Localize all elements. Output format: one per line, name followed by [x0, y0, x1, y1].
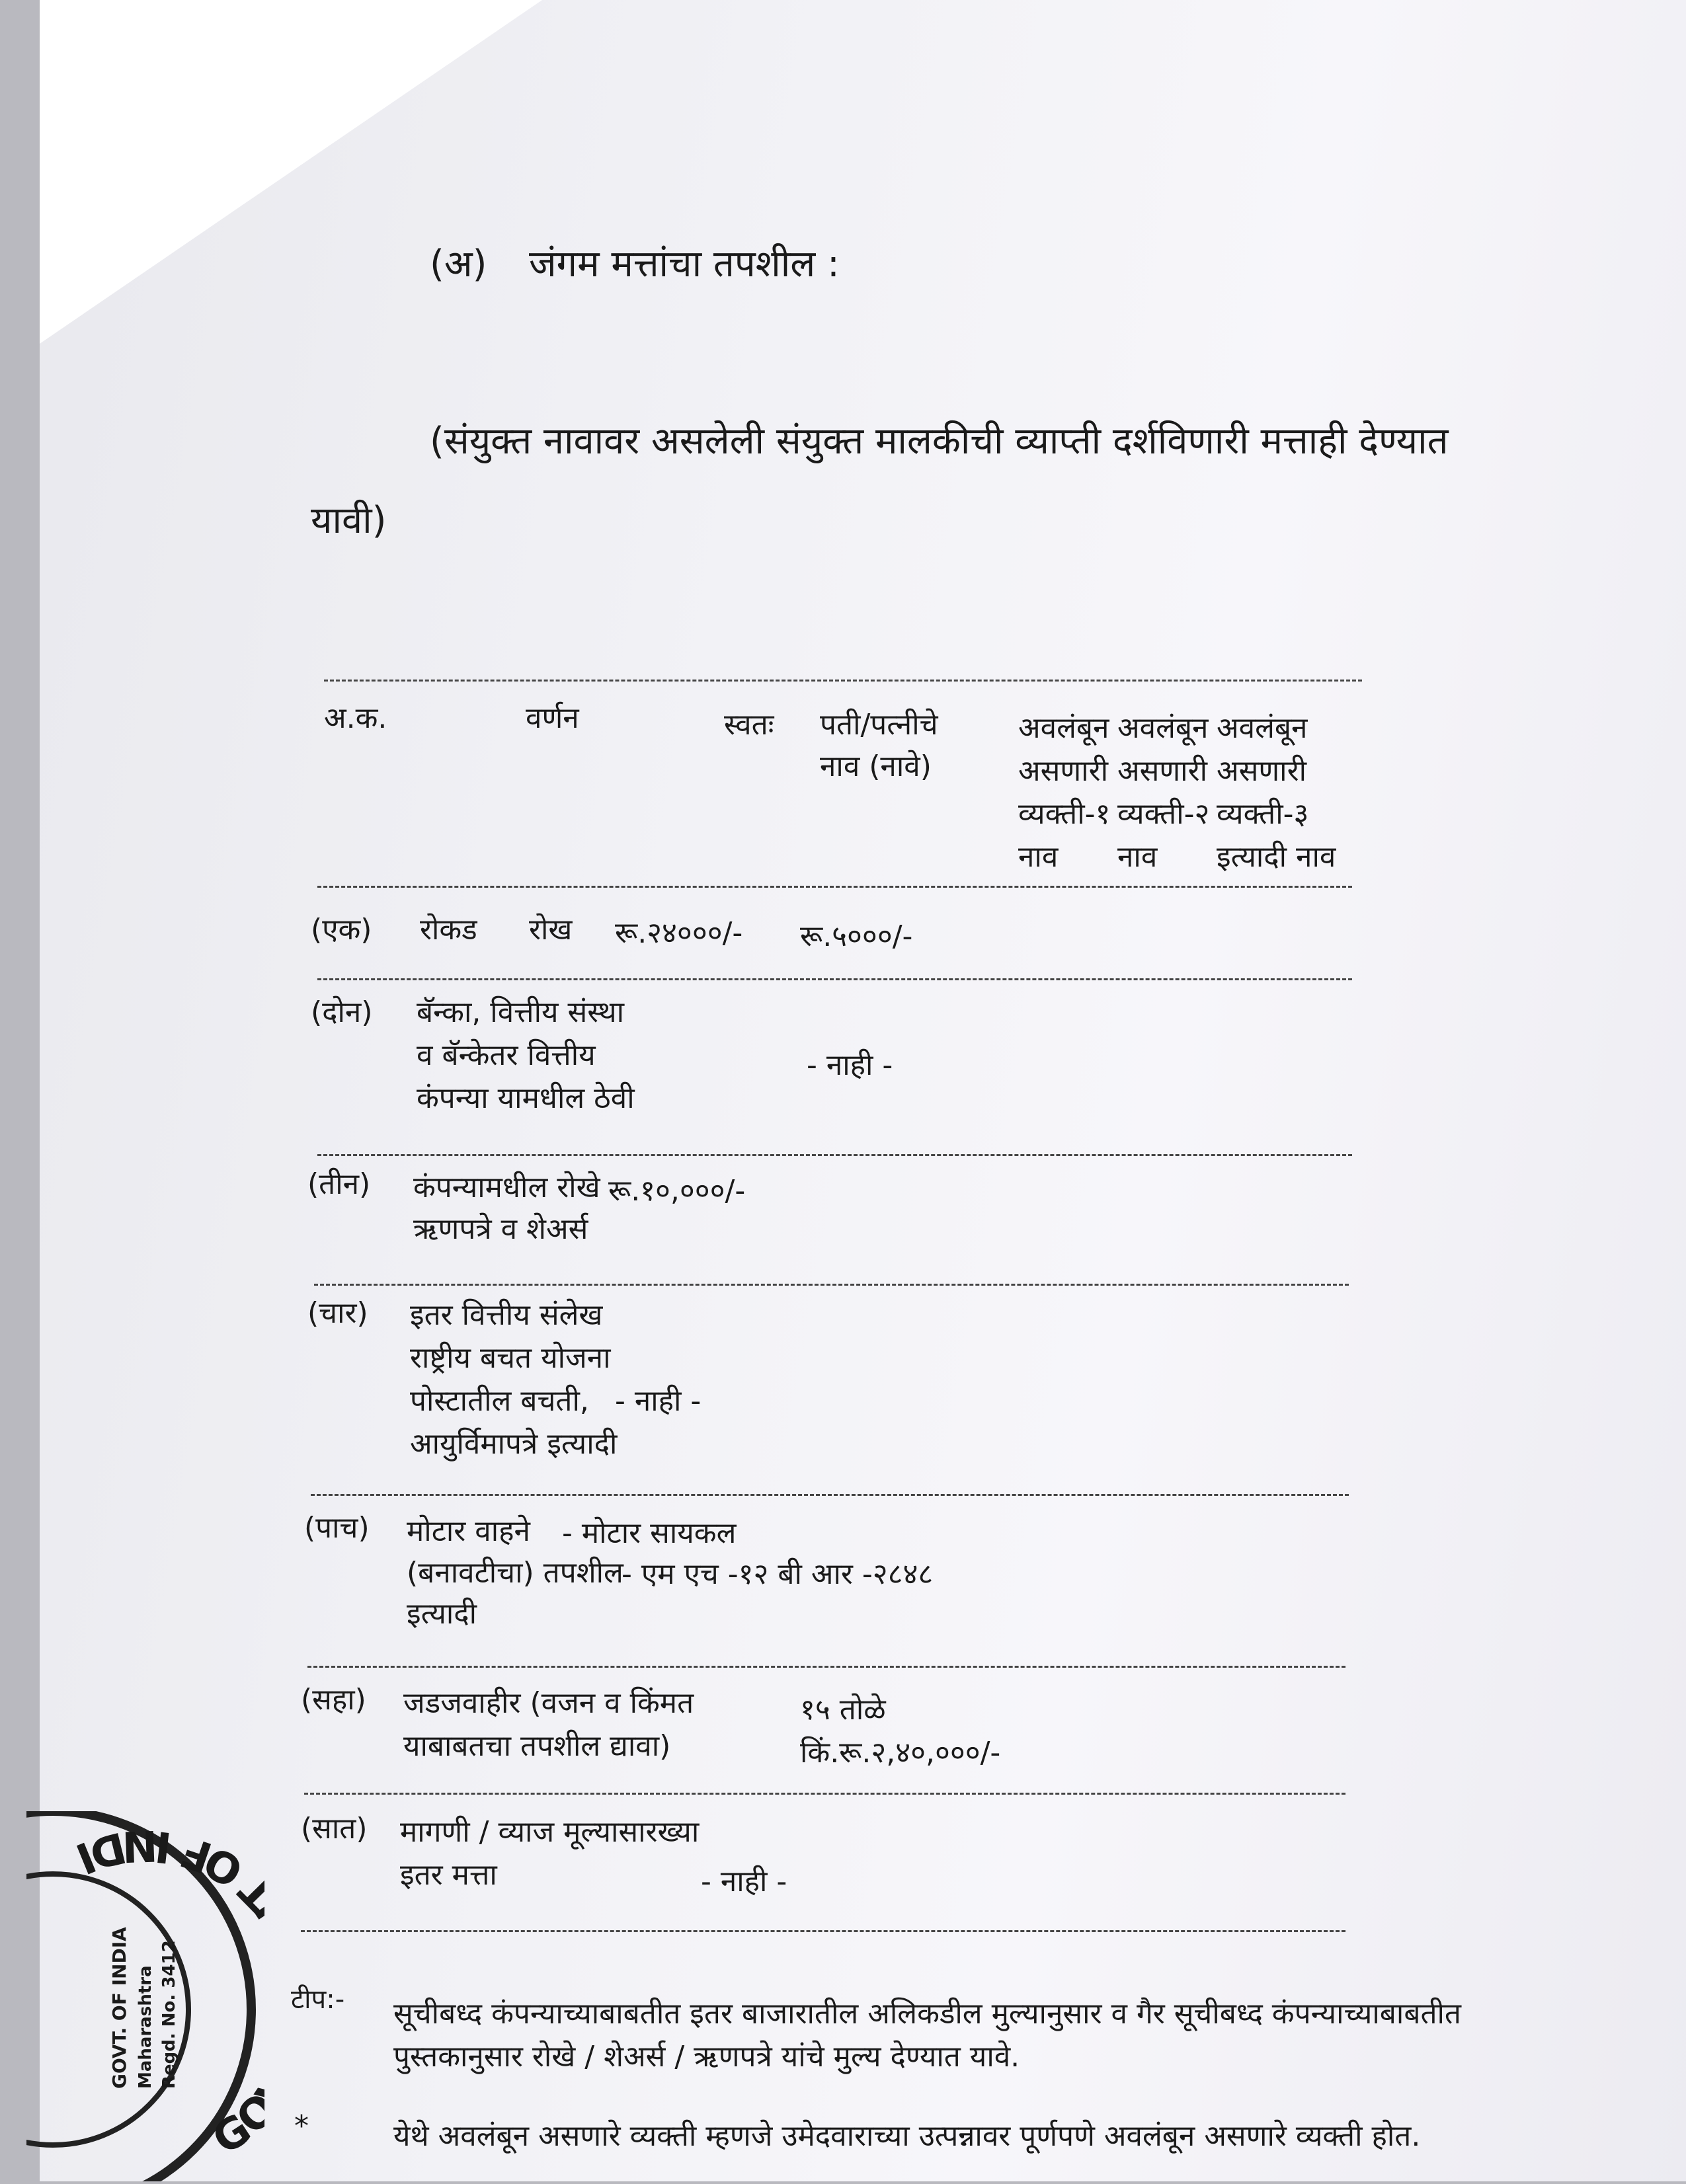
col-dep3-4: इत्यादी नाव	[1217, 840, 1336, 874]
row-4-desc-b: राष्ट्रीय बचत योजना	[410, 1341, 611, 1375]
row-6-no: (सहा)	[301, 1683, 366, 1717]
row-3-desc-b: ऋणपत्रे व शेअर्स	[413, 1212, 588, 1246]
footnote-mark: *	[294, 2109, 309, 2143]
seal-outer-text: G OF INDI	[69, 1820, 261, 2165]
row-5-value-b: - एम एच -१२ बी आर -२८४८	[622, 1557, 934, 1591]
row-6-desc-b: याबाबतचा तपशील द्यावा)	[403, 1729, 671, 1763]
row-1-self: रू.२४०००/-	[615, 916, 743, 950]
row-5-value-a: - मोटार सायकल	[562, 1516, 737, 1550]
row-1-desc-a: रोकड	[420, 913, 477, 947]
row-3-no: (तीन)	[307, 1167, 371, 1201]
row-4-no: (चार)	[307, 1296, 368, 1330]
seal-line-3: Regd. No. 3412	[159, 1940, 179, 2089]
row-4-desc-d: आयुर्विमापत्रे इत्यादी	[410, 1427, 618, 1461]
row-2-desc-c: कंपन्या यामधील ठेवी	[417, 1081, 635, 1115]
col-spouse-2: नाव (नावे)	[820, 750, 932, 783]
row-6-desc-a: जडजवाहीर (वजन व किंमत	[403, 1686, 694, 1720]
row-4-desc-c: पोस्टातील बचती,	[410, 1384, 589, 1418]
row-3-desc-a: कंपन्यामधील रोखे	[413, 1171, 600, 1204]
intro-line-1: (संयुक्त नावावर असलेली संयुक्त मालकीची व्याप्ती दर्शविणारी मत्ताही देण्यात	[430, 420, 1449, 463]
col-dep2-2: असणारी	[1117, 754, 1207, 788]
section-marker: (अ)	[430, 243, 487, 286]
row-5-desc-a: मोटार वाहने	[407, 1514, 530, 1548]
col-dep2-1: अवलंबून	[1117, 711, 1209, 745]
col-dep1-2: असणारी	[1018, 754, 1108, 788]
row-4-rule	[311, 1494, 1349, 1496]
col-description: वर्णन	[526, 701, 579, 735]
row-4-value: - नाही -	[615, 1384, 702, 1418]
footnote-text: येथे अवलंबून असणारे व्यक्ती म्हणजे उमेदवाराच्या उत्पन्नावर पूर्णपणे अवलंबून असणारे व्यक्ती होत.	[393, 2119, 1421, 2153]
row-6-value-b: किं.रू.२,४०,०००/-	[800, 1736, 1001, 1770]
header-bottom-rule	[317, 886, 1352, 888]
col-spouse-1: पती/पत्नीचे	[820, 708, 938, 742]
row-5-no: (पाच)	[304, 1511, 370, 1545]
notary-seal	[26, 1811, 264, 2181]
row-2-desc-b: व बॅन्केतर वित्तीय	[417, 1038, 596, 1072]
folded-corner	[40, 0, 542, 344]
note-line-2: पुस्तकानुसार रोखे / शेअर्स / ऋणपत्रे यांचे मुल्य देण्यात यावे.	[393, 2040, 1020, 2074]
row-2-no: (दोन)	[311, 995, 373, 1029]
row-4-desc-a: इतर वित्तीय संलेख	[410, 1298, 603, 1332]
row-5-rule	[307, 1666, 1345, 1668]
seal-line-2: Maharashtra	[136, 1965, 155, 2089]
header-top-rule	[324, 680, 1362, 682]
note-line-1: सूचीबध्द कंपन्याच्याबाबतीत इतर बाजारातील अलिकडील मुल्यानुसार व गैर सूचीबध्द कंपन्याच्याबाबतीत	[393, 1997, 1462, 2031]
col-dep3-3: व्यक्ती-३	[1217, 797, 1309, 831]
row-5-desc-b: (बनावटीचा) तपशील	[407, 1556, 623, 1590]
row-3-rule	[314, 1284, 1349, 1286]
col-serial: अ.क.	[324, 701, 387, 735]
note-label: टीप:-	[291, 1984, 345, 2015]
row-3-self: रू.१०,०००/-	[608, 1174, 746, 1208]
document-page	[40, 0, 1686, 2181]
row-2-value: - नाही -	[807, 1048, 893, 1082]
row-5-desc-c: इत्यादी	[407, 1597, 477, 1631]
col-dep1-1: अवलंबून	[1018, 711, 1109, 745]
row-7-rule	[301, 1930, 1345, 1932]
row-7-value: - नाही -	[701, 1865, 787, 1898]
intro-line-2: यावी)	[311, 499, 387, 542]
row-2-desc-a: बॅन्का, वित्तीय संस्था	[417, 995, 624, 1029]
row-1-spouse: रू.५०००/-	[800, 919, 913, 953]
col-dep3-1: अवलंबून	[1217, 711, 1308, 745]
col-dep2-4: नाव	[1117, 840, 1158, 874]
col-dep3-2: असणारी	[1217, 754, 1306, 788]
col-self: स्वतः	[724, 708, 774, 742]
seal-line-1: GOVT. OF INDIA	[108, 1927, 130, 2089]
row-7-desc-b: इतर मत्ता	[400, 1858, 497, 1892]
row-7-no: (सात)	[301, 1812, 368, 1846]
row-1-rule	[317, 978, 1352, 980]
row-6-rule	[304, 1793, 1345, 1795]
col-dep1-4: नाव	[1018, 840, 1059, 874]
row-2-rule	[317, 1154, 1352, 1156]
col-dep1-3: व्यक्ती-१	[1018, 797, 1111, 831]
col-dep2-3: व्यक्ती-२	[1117, 797, 1210, 831]
row-7-desc-a: मागणी / व्याज मूल्यासारख्या	[400, 1815, 700, 1849]
section-title: जंगम मत्तांचा तपशील :	[529, 243, 840, 286]
row-1-no: (एक)	[311, 913, 372, 947]
row-6-value-a: १५ तोळे	[800, 1693, 886, 1727]
row-1-desc-b: रोख	[529, 913, 573, 947]
